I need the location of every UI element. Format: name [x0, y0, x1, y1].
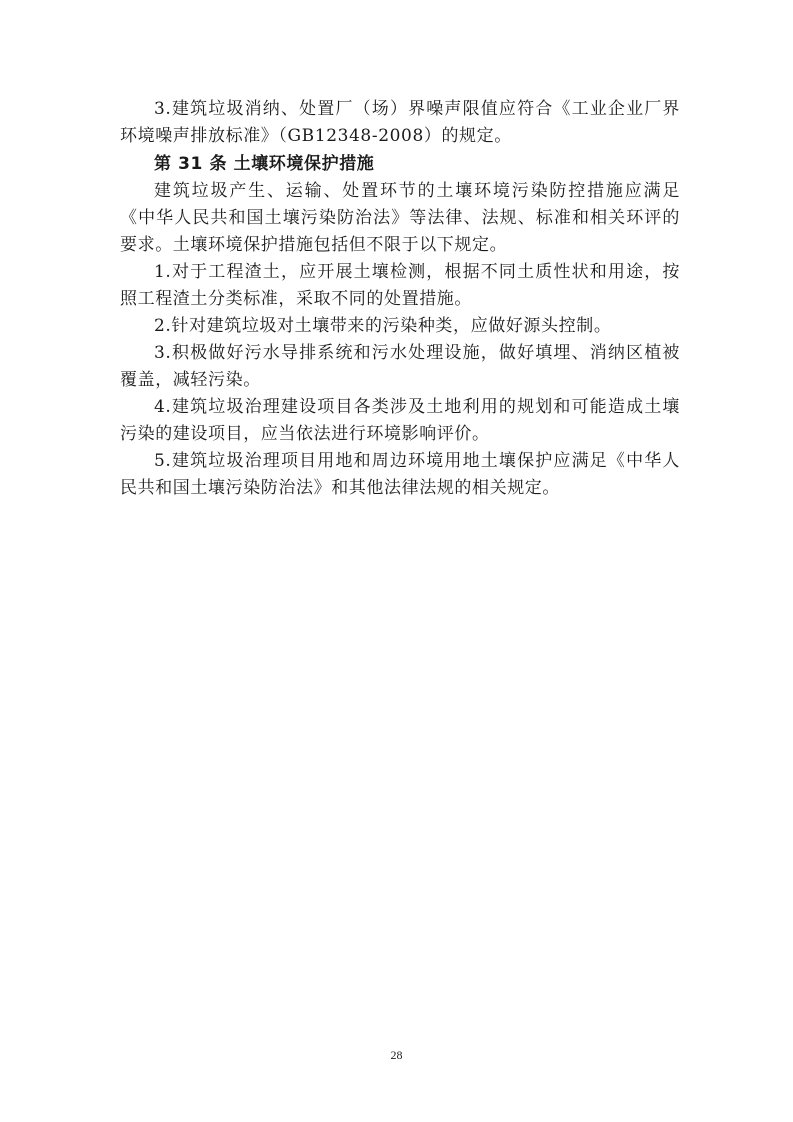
list-item-1: 1.对于工程渣土，应开展土壤检测，根据不同土质性状和用途，按照工程渣土分类标准，采取不同的处置措施。	[120, 262, 680, 309]
list-item-5: 5.建筑垃圾治理项目用地和周边环境用地土壤保护应满足《中华人民共和国土壤污染防治法》和其他法律法规的相关规定。	[120, 451, 680, 498]
list-item-3: 3.积极做好污水导排系统和污水处理设施，做好填埋、消纳区植被覆盖，减轻污染。	[120, 343, 680, 390]
list-item-4: 4.建筑垃圾治理建设项目各类涉及土地利用的规划和可能造成土壤污染的建设项目，应当依法进行环境影响评价。	[120, 397, 680, 444]
article-31-intro: 建筑垃圾产生、运输、处置环节的土壤环境污染防控措施应满足《中华人民共和国土壤污染防治法》等法律、法规、标准和相关环评的要求。土壤环境保护措施包括但不限于以下规定。	[120, 181, 680, 255]
page-number: 28	[390, 1048, 403, 1062]
document-body	[120, 96, 680, 502]
article-31-heading: 第 31 条 土壤环境保护措施	[154, 154, 375, 174]
noise-limit-paragraph: 3.建筑垃圾消纳、处置厂（场）界噪声限值应符合《工业企业厂界环境噪声排放标准》（GB12348-2008）的规定。	[120, 99, 680, 146]
list-item-2: 2.针对建筑垃圾对土壤带来的污染种类，应做好源头控制。	[154, 316, 612, 336]
